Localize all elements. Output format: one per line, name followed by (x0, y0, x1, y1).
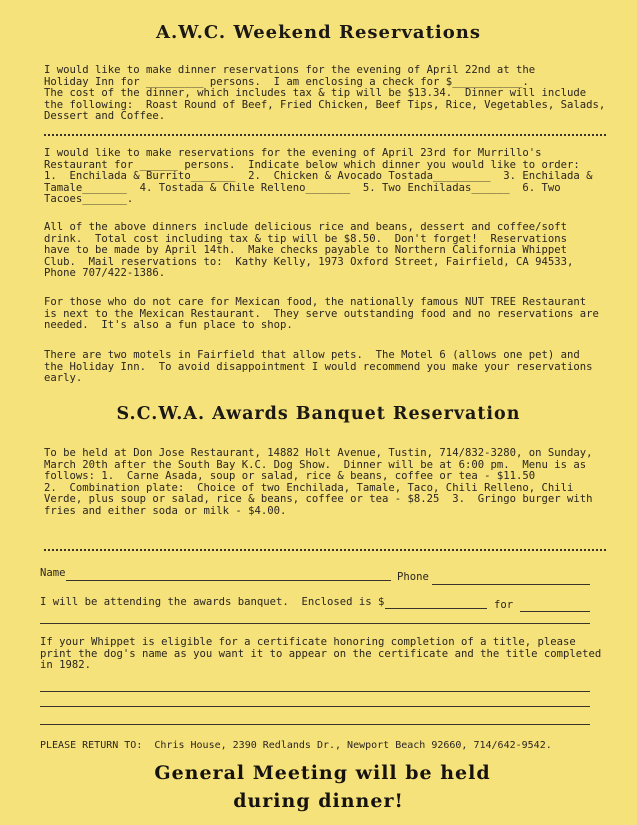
banquet-paragraph: To be held at Don Jose Restaurant, 14882 Holt Avenue, Tustin, 714/832-3280, on Sunday, March 20th after the South Bay K.C. Dog Show. Dinner will be at 6:00 pm. Menu is as follows: 1. Carne Asada, soup or salad, rice & beans, coffee or tea - $11.50 2. Combination plate: Choice of two Enchilada, Tamale, Taco, Chili Relleno, Chili Verde, plus soup or salad, rice & beans, coffee or tea - $8.25 3. Gringo burger with fries and either soda or milk - $4.00. (44, 447, 593, 517)
name-line[interactable] (66, 580, 391, 581)
murrillo-paragraph: I would like to make reservations for the evening of April 23rd for Murrillo's Restaurant for ______ persons. Indicate below which dinner you would like to order: 1. Enchilada & Burrito_______ 2. Chicken & Avocado Tostada_________ 3. Enchilada & Tamale_______ 4. Tostada & Chile Relleno_______ 5. Two Enchiladas______ 6. Two Tacoes_______. (44, 147, 593, 206)
dog-name-line-3[interactable] (40, 724, 590, 725)
dog-name-line-2[interactable] (40, 706, 590, 707)
motels-paragraph: There are two motels in Fairfield that allow pets. The Motel 6 (allows one pet) and the Holiday Inn. To avoid disappointment I would recommend you make your reservations early. (44, 349, 593, 385)
awc-dinner-paragraph: I would like to make dinner reservations for the evening of April 22nd at the Holiday Inn for _________ persons. I am enclosing a check for $___________. The cost of the dinner, which includes tax & tip will be $13.34. Dinner will include the following: Roast Round of Beef, Fried Chicken, Beef Tips, Rice, Vegetables, Salads, Dessert and Coffee. (44, 64, 606, 123)
dotted-separator (44, 549, 606, 551)
footer-line-2: during dinner! (233, 790, 404, 812)
phone-label: Phone (397, 571, 429, 583)
nut-tree-paragraph: For those who do not care for Mexican food, the nationally famous NUT TREE Restaurant is next to the Mexican Restaurant. They serve outstanding food and no reservations are needed. It's also a fun place to shop. (44, 296, 599, 332)
entry-line[interactable] (40, 623, 590, 624)
dog-name-line-1[interactable] (40, 691, 590, 692)
attending-label: I will be attending the awards banquet. Enclosed is $ (40, 596, 385, 608)
for-label: for (494, 599, 514, 611)
awc-title: A.W.C. Weekend Reservations (156, 22, 481, 43)
for-line[interactable] (520, 611, 590, 612)
scwa-title: S.C.W.A. Awards Banquet Reservation (116, 404, 521, 424)
name-label: Name (40, 567, 66, 579)
dotted-separator (44, 134, 606, 136)
return-address: PLEASE RETURN TO: Chris House, 2390 Redlands Dr., Newport Beach 92660, 714/642-9542. (40, 740, 552, 751)
certificate-paragraph: If your Whippet is eligible for a certificate honoring completion of a title, please print the dog's name as you want it to appear on the certificate and the title completed in 1982. (40, 636, 602, 672)
amount-line[interactable] (385, 608, 487, 609)
dinner-cost-paragraph: All of the above dinners include delicious rice and beans, dessert and coffee/soft drink. Total cost including tax & tip will be $8.50. Don't forget! Reservations have to be made by April 14th. Make checks payable to Northern California Whippet Club. Mail reservations to: Kathy Kelly, 1973 Oxford Street, Fairfield, CA 94533, Phone 707/422-1386. (44, 221, 574, 280)
footer-line-1: General Meeting will be held (154, 762, 491, 784)
phone-line[interactable] (432, 584, 590, 585)
